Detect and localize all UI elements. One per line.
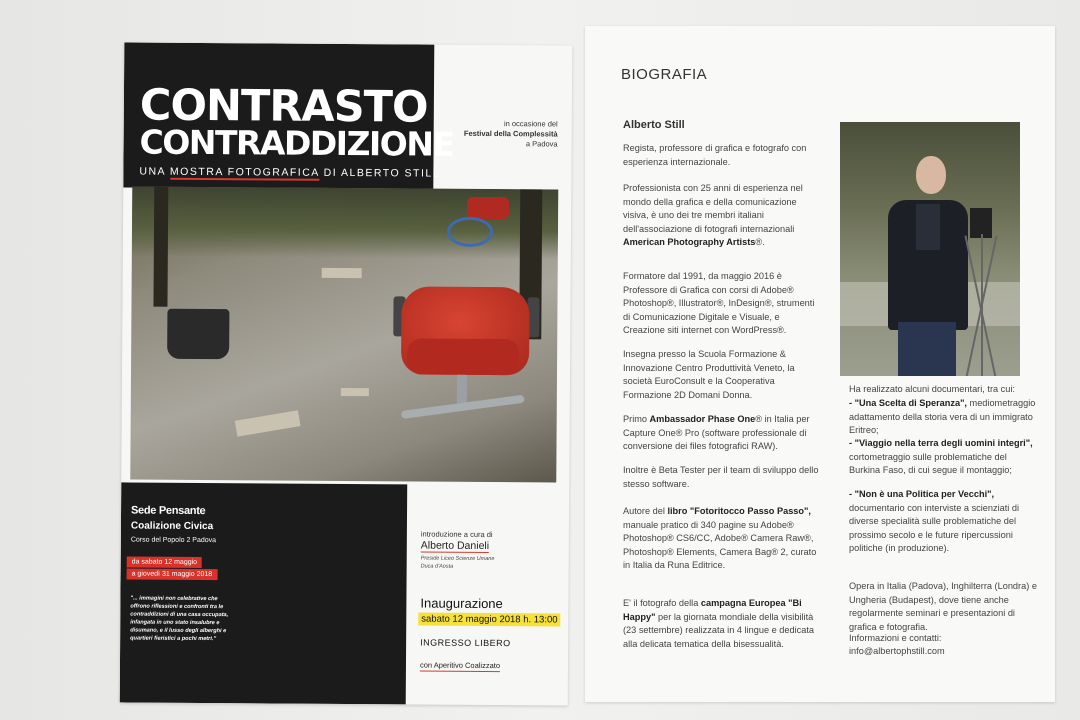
bio-text: ®.: [755, 237, 765, 247]
bio-text: Primo: [623, 414, 650, 424]
poster-title-line1: CONTRASTO: [139, 80, 428, 133]
poster-occasion: [438, 119, 558, 150]
poster-aperitivo: con Aperitivo Coalizzato: [419, 660, 501, 671]
biography-sheet: [585, 26, 1055, 702]
poster-organization: Coalizione Civica: [130, 520, 214, 533]
subtitle-suffix: DI ALBERTO STILL: [319, 166, 441, 180]
poster-inauguration-date: sabato 12 maggio 2018 h. 13:00: [418, 613, 560, 627]
bio-heading: BIOGRAFIA: [621, 66, 708, 83]
bio-paragraph: Inoltre è Beta Tester per il team di sviluppo dello stesso software.: [623, 465, 819, 489]
poster-photo-red-chair: [130, 187, 558, 483]
bio-text: ® in Italia per Capture One® Pro (software professionale di conversione dei files fotografici RAW).: [623, 414, 810, 451]
bio-paragraph: [623, 597, 819, 651]
bio-contact-label: Informazioni e contatti:: [849, 633, 942, 643]
subtitle-highlight: MOSTRA FOTOGRAFICA: [169, 165, 320, 179]
bio-paragraph: [623, 413, 819, 454]
photo-red-object: [467, 197, 509, 219]
photo-chair-seat: [407, 338, 519, 375]
bio-paragraph: Regista, professore di grafica e fotografo con esperienza internazionale.: [623, 143, 807, 167]
poster-inauguration: Inaugurazione: [420, 595, 503, 612]
bio-works: Opera in Italia (Padova), Inghilterra (Londra) e Ungheria (Budapest), dove tiene anche regolarmente seminari e presentazioni di grafica e fotografia.: [849, 581, 1037, 632]
bio-highlight: campagna Europea "Bi Happy": [623, 598, 802, 622]
poster-venue: Sede Pensante: [130, 504, 206, 518]
exhibition-poster: [120, 42, 573, 705]
doc-desc: mediometraggio adattamento della storia vera di un immigrato Eritreo;: [849, 398, 1036, 435]
bio-text: manuale pratico di 340 pagine su Adobe® Photoshop® CS6/CC, Adobe® Camera Raw®, Photoshop® Elements, Camera Bag® 2, curato in Italia da Runa Editrice.: [623, 519, 817, 570]
poster-date-to: a giovedì 31 maggio 2018: [127, 568, 218, 580]
bio-portrait-photo: [840, 122, 1020, 376]
bio-doc-item: [849, 397, 1039, 438]
bio-paragraph: Formatore dal 1991, da maggio 2016 è Professore di Grafica con corsi di Adobe® Photoshop®, Illustrator®, InDesign®, strumenti di Comunicazione Digitale e Visuale, e Creazione siti internet con WordPress®.: [623, 271, 815, 335]
poster-subtitle: [139, 166, 440, 180]
occasion-city: a Padova: [525, 139, 558, 149]
portrait-shirt: [916, 204, 940, 250]
photo-debris: [341, 388, 369, 396]
poster-address: Corso del Popolo 2 Padova: [130, 536, 217, 545]
bio-highlight: Ambassador Phase One: [649, 414, 756, 424]
poster-title-line2: CONTRADDIZIONE: [139, 122, 454, 164]
intro-role-line1: Preside Liceo Scienze Umane: [420, 555, 495, 563]
bio-paragraph: [623, 182, 819, 250]
poster-free-entry: INGRESSO LIBERO: [420, 637, 511, 649]
bio-doc-item: [849, 437, 1039, 478]
bio-text: per la giornata mondiale della visibilità (23 settembre) realizzata in 4 lingue e dedicata alla delicata tematica della bisessualità.: [623, 611, 815, 649]
doc-desc: documentario con interviste a scienziati di diverse specialità sulle problematiche del prossimo secolo e le future ripercussioni politiche (in produzione).: [849, 502, 1020, 553]
bio-highlight: American Photography Artists: [623, 237, 756, 247]
occasion-festival: Festival della Complessità: [463, 128, 558, 139]
photo-cooking-pot: [167, 309, 229, 359]
doc-title: - "Una Scelta di Speranza",: [849, 398, 967, 408]
portrait-person-legs: [898, 322, 956, 376]
poster-intro-role: [421, 555, 495, 572]
bio-doc-item: [849, 488, 1039, 556]
bio-paragraph: Insegna presso la Scuola Formazione & Innovazione Centro Produttività Veneto, la società EuroConsult e la Cooperativa Formazione 2D Domani Donna.: [623, 349, 795, 400]
bio-docs-intro: Ha realizzato alcuni documentari, tra cui:: [849, 384, 1015, 394]
bio-highlight: libro "Fotoritocco Passo Passo",: [667, 506, 811, 516]
photo-tree-trunk: [153, 187, 168, 307]
bio-text: Autore del: [623, 506, 668, 516]
bio-text: E' il fotografo della: [623, 598, 701, 608]
bio-paragraph: [623, 505, 819, 573]
bio-contact-email: info@albertophstill.com: [849, 646, 945, 656]
occasion-line1: in occasione del: [503, 119, 558, 129]
portrait-person-head: [916, 156, 946, 194]
portrait-tripod-leg: [981, 234, 983, 376]
doc-desc: cortometraggio sulle problematiche del Burkina Faso, di cui segue il montaggio;: [849, 451, 1012, 475]
photo-blue-hose: [447, 217, 493, 247]
subtitle-prefix: UNA: [139, 165, 170, 178]
photo-debris: [235, 410, 301, 436]
poster-intro-label: introduzione a cura di: [420, 529, 493, 540]
photo-debris: [322, 268, 362, 278]
doc-title: - "Non è una Politica per Vecchi",: [849, 489, 995, 499]
poster-quote: "... immagini non celebrative che offrono riflessioni e confronti tra le contraddizioni di una casa occupata, infangata in uno stato insalubre e disumano, e il lusso degli alberghi e quartieri fieristici a pochi metri.": [130, 595, 229, 643]
bio-text: Professionista con 25 anni di esperienza nel mondo della grafica e della comunicazione visiva, è uno dei tre membri italiani dell'associazione di fotografi internazionali: [623, 183, 803, 234]
poster-date-from: da sabato 12 maggio: [127, 556, 202, 568]
doc-title: - "Viaggio nella terra degli uomini integri",: [849, 438, 1033, 448]
poster-intro-name: Alberto Danieli: [420, 539, 490, 553]
bio-name: Alberto Still: [623, 119, 685, 131]
intro-role-line2: Duca d'Aosta: [420, 563, 454, 570]
